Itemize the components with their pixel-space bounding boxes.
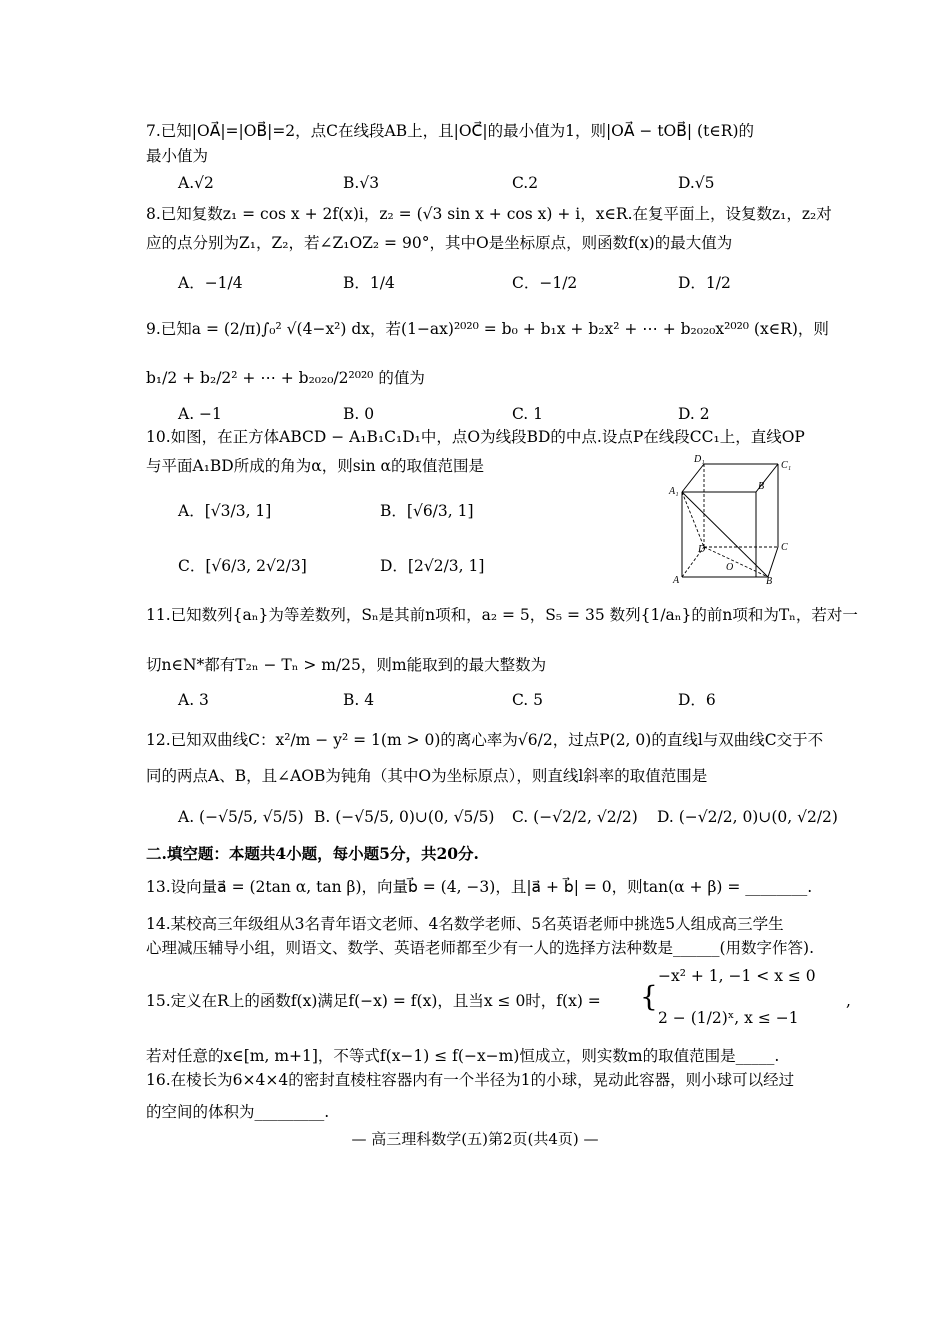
edge-a1-b [682,492,768,577]
q7-option-c: C.2 [512,174,539,192]
label-a: A [673,575,680,586]
label-a1: A₁ [669,486,679,497]
q10-option-d: D．[2√2/3, 1] [380,557,485,575]
q14-line2: 心理减压辅导小组，则语文、数学、英语老师都至少有一人的选择方法种数是______(用数字作答). [146,939,815,957]
label-c1: C₁ [781,460,792,471]
edge-d-b [704,547,768,577]
q8-option-d: D．1/2 [678,274,731,292]
q9-stem-line1: 9.已知a = (2/π)∫₀² √(4−x²) dx，若(1−ax)²⁰²⁰ = b₀ + b₁x + b₂x² + ⋯ + b₂₀₂₀x²⁰²⁰ (x∈R)，则 [146,320,829,338]
q7-stem-line2: 最小值为 [146,147,209,165]
q8-option-a: A．−1/4 [178,274,243,292]
section2-heading: 二.填空题：本题共4小题，每小题5分，共20分. [146,844,479,863]
label-b: B [766,576,773,587]
q11-option-a: A. 3 [178,691,209,709]
q8-stem-line2: 应的点分别为Z₁，Z₂，若∠Z₁OZ₂ = 90°，其中O是坐标原点，则函数f(x)的最大值为 [146,234,733,252]
q10-option-b: B．[√6/3, 1] [380,502,474,520]
q15-case2: 2 − (1/2)ˣ, x ≤ −1 [658,1009,799,1027]
q7-option-b: B.√3 [343,174,380,192]
q12-option-c: C. (−√2/2, √2/2) [512,808,638,826]
q9-stem-line2: b₁/2 + b₂/2² + ⋯ + b₂₀₂₀/2²⁰²⁰ 的值为 [146,369,425,387]
q12-stem-line1: 12.已知双曲线C：x²/m − y² = 1(m > 0)的离心率为√6/2，过点P(2, 0)的直线l与双曲线C交于不 [146,731,824,749]
q10-stem-line2: 与平面A₁BD所成的角为α，则sin α的取值范围是 [146,457,484,475]
q11-option-c: C. 5 [512,691,544,709]
edge-a1-d1 [682,464,704,492]
label-d: D [698,544,706,555]
edge-b-c [768,547,778,577]
q11-stem-line1: 11.已知数列{aₙ}为等差数列，Sₙ是其前n项和，a₂ = 5，S₅ = 35 数列{1/aₙ}的前n项和为Tₙ，若对一 [146,606,858,624]
q11-option-d: D．6 [678,691,716,709]
q8-stem-line1: 8.已知复数z₁ = cos x + 2f(x)i，z₂ = (√3 sin x + cos x) + i，x∈R.在复平面上，设复数z₁，z₂对 [146,205,832,223]
edge-a1-d [682,492,704,547]
q9-option-d: D. 2 [678,405,710,423]
q7-option-a: A.√2 [178,174,214,192]
page-footer: — 高三理科数学(五)第2页(共4页) — [351,1130,599,1148]
q15-comma: , [846,992,851,1010]
q11-option-b: B. 4 [343,691,375,709]
q12-option-b: B. (−√5/5, 0)∪(0, √5/5) [314,808,495,826]
q11-stem-line2: 切n∈N*都有T₂ₙ − Tₙ > m/25，则m能取到的最大整数为 [146,656,547,674]
label-c: C [781,542,788,553]
label-b1: B [758,481,765,492]
q15-brace: { [640,980,658,1013]
label-o: O [726,562,734,573]
q15-line2: 若对任意的x∈[m, m+1]，不等式f(x−1) ≤ f(−x−m)恒成立，则实数m的取值范围是_____. [146,1047,780,1065]
q14-line1: 14.某校高三年级组从3名青年语文老师、4名数学老师、5名英语老师中挑选5人组成高三学生 [146,915,784,933]
q8-option-c: C．−1/2 [512,274,578,292]
q10-option-a: A．[√3/3, 1] [178,502,272,520]
q9-option-a: A. −1 [178,405,222,423]
q9-option-c: C. 1 [512,405,544,423]
q7-option-d: D.√5 [678,174,715,192]
q16-line1: 16.在棱长为6×4×4的密封直棱柱容器内有一个半径为1的小球，晃动此容器，则小球可以经过 [146,1071,795,1089]
q9-option-b: B. 0 [343,405,375,423]
q13-text: 13.设向量a⃗ = (2tan α, tan β)，向量b⃗ = (4, −3)，且|a⃗ + b⃗| = 0，则tan(α + β) = ________. [146,878,813,896]
q15-stem: 15.定义在R上的函数f(x)满足f(−x) = f(x)，且当x ≤ 0时，f(x) = [146,992,601,1010]
q10-option-c: C．[√6/3, 2√2/3] [178,557,307,575]
label-d1: D₁ [694,454,705,465]
q10-stem-line1: 10.如图，在正方体ABCD − A₁B₁C₁D₁中，点O为线段BD的中点.设点P在线段CC₁上，直线OP [146,428,805,446]
q15-case1: −x² + 1, −1 < x ≤ 0 [658,967,816,985]
cube-figure [668,452,818,587]
q16-line2: 的空间的体积为_________. [146,1103,330,1121]
q12-stem-line2: 同的两点A、B，且∠AOB为钝角（其中O为坐标原点），则直线l斜率的取值范围是 [146,767,708,785]
q7-stem-line1: 7.已知|OA⃗|=|OB⃗|=2，点C在线段AB上，且|OC⃗|的最小值为1，则|OA⃗ − tOB⃗| (t∈R)的 [146,122,755,140]
q12-option-a: A. (−√5/5, √5/5) [178,808,304,826]
q12-option-d: D. (−√2/2, 0)∪(0, √2/2) [657,808,838,826]
q8-option-b: B．1/4 [343,274,395,292]
